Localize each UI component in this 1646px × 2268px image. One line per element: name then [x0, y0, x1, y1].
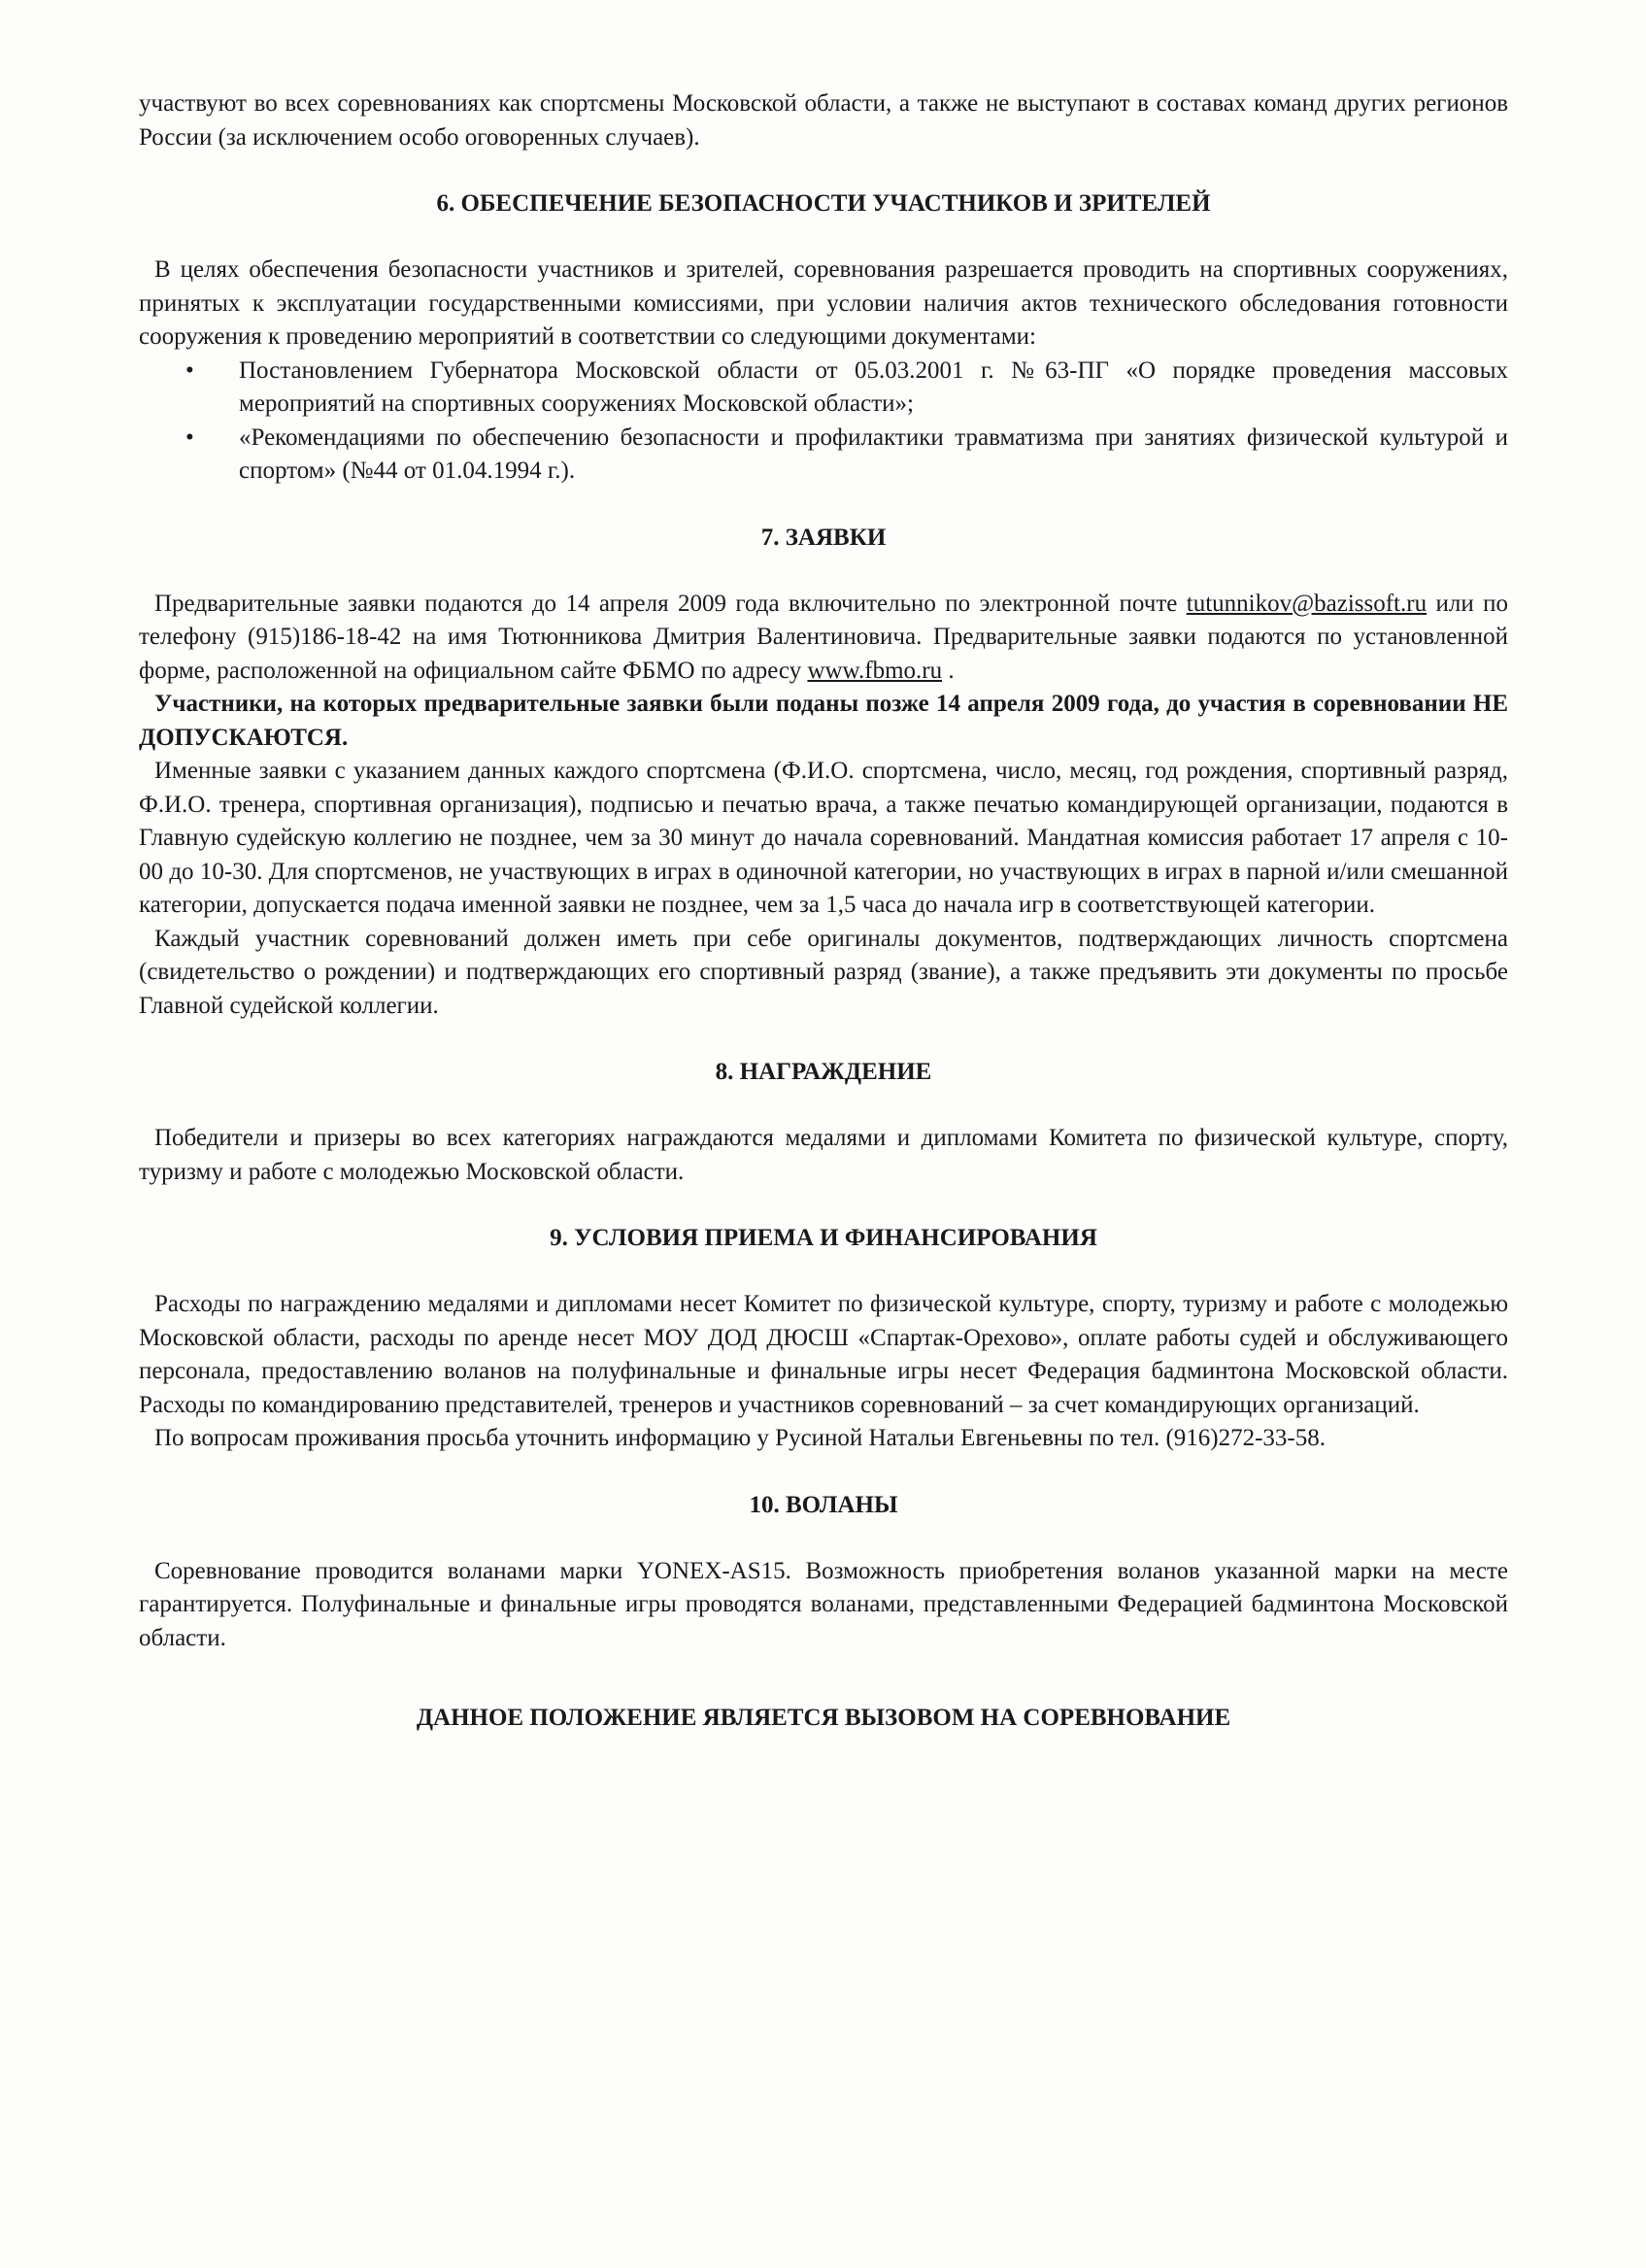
section-6-bullet-list — [139, 355, 1508, 489]
section-10-paragraph: Соревнование проводится воланами марки YONEX-AS15. Возможность приобретения воланов указанной марки на месте гарантируется. Полуфинальные и финальные игры проводятся воланами, представленными Федерацией бадминтона Московской области. — [139, 1557, 1508, 1651]
email-link[interactable]: tutunnikov@bazissoft.ru — [1186, 590, 1428, 617]
section-7-paragraph-documents: Каждый участник соревнований должен иметь при себе оригиналы документов, подтверждающих личность спортсмена (свидетельство о рождении) и подтверждающих его спортивный разряд (звание), а также предъявить эти документы по просьбе Главной судейской коллегии. — [139, 925, 1508, 1019]
website-link[interactable]: www.fbmo.ru — [807, 657, 943, 684]
section-7-paragraph-named-applications: Именные заявки с указанием данных каждого спортсмена (Ф.И.О. спортсмена, число, месяц, год рождения, спортивный разряд, Ф.И.О. тренера, спортивная организация), подписью и печатью врача, а также печатью командирующей организации, подаются в Главную судейскую коллегию не позднее, чем за 30 минут до начала соревнований. Мандатная комиссия работает 17 апреля с 10-00 до 10-30. Для спортсменов, не участвующих в играх в одиночной категории, но участвующих в играх в парной и/или смешанной категории, допускается подача именной заявки не позднее, чем за 1,5 часа до начала игр в соответствующей категории. — [139, 758, 1508, 918]
section-8-paragraph: Победители и призеры во всех категориях награждаются медалями и дипломами Комитета по физической культуре, спорту, туризму и работе с молодежью Московской области. — [139, 1125, 1508, 1185]
applications-text-end: . — [948, 657, 955, 684]
applications-text-start: Предварительные заявки подаются до 14 апреля 2009 года включительно по электронной почте — [154, 590, 1178, 617]
section-10-heading: 10. ВОЛАНЫ — [749, 1491, 898, 1518]
bullet-text: Постановлением Губернатора Московской области от 05.03.2001 г. №63-ПГ «О порядке проведения массовых мероприятий на спортивных сооружениях Московской области»; — [239, 356, 1508, 417]
intro-paragraph: участвуют во всех соревнованиях как спортсмены Московской области, а также не выступают в составах команд других регионов России (за исключением особо оговоренных случаев). — [139, 90, 1508, 151]
section-6-bullet-item — [139, 355, 1508, 422]
section-9-heading: 9. УСЛОВИЯ ПРИЕМА И ФИНАНСИРОВАНИЯ — [550, 1225, 1097, 1251]
bullet-text: «Рекомендациями по обеспечению безопасности и профилактики травматизма при занятиях физической культурой и спортом» (№44 от 01.04.1994 г.). — [239, 423, 1508, 484]
bullet-icon: • — [185, 356, 194, 384]
section-8-heading: 8. НАГРАЖДЕНИЕ — [715, 1059, 932, 1085]
section-7-paragraph-applications — [139, 588, 1508, 689]
section-9-paragraph-expenses: Расходы по награждению медалями и дипломами несет Комитет по физической культуре, спорту, туризму и работе с молодежью Московской области, расходы по аренде несет МОУ ДОД ДЮСШ «Спартак-Орехово», оплате работы судей и обслуживающего персонала, предоставлению воланов на полуфинальные и финальные игры несет Федерация бадминтона Московской области. Расходы по командированию представителей, тренеров и участников соревнований – за счет командирующих организаций. — [139, 1291, 1508, 1418]
section-6-paragraph: В целях обеспечения безопасности участников и зрителей, соревнования разрешается проводить на спортивных сооружениях, принятых к эксплуатации государственными комиссиями, при условии наличия актов технического обследования готовности сооружения к проведению мероприятий в соответствии со следующими документами: — [139, 256, 1508, 350]
section-7-heading: 7. ЗАЯВКИ — [760, 524, 887, 551]
bullet-icon: • — [185, 423, 194, 451]
section-6-bullet-item — [139, 422, 1508, 489]
closing-heading: ДАННОЕ ПОЛОЖЕНИЕ ЯВЛЯЕТСЯ ВЫЗОВОМ НА СОРЕВНОВАНИЕ — [416, 1705, 1231, 1731]
section-9-paragraph-accommodation: По вопросам проживания просьба уточнить информацию у Русиной Натальи Евгеньевны по тел. (916)272-33-58. — [154, 1425, 1326, 1451]
section-7-bold-notice: Участники, на которых предварительные заявки были поданы позже 14 апреля 2009 года, до участия в соревновании НЕ ДОПУСКАЮТСЯ. — [139, 691, 1508, 751]
section-6-heading: 6. ОБЕСПЕЧЕНИЕ БЕЗОПАСНОСТИ УЧАСТНИКОВ И ЗРИТЕЛЕЙ — [436, 190, 1211, 217]
applications-text-middle: или по телефону (915)186-18-42 на имя Тютюнникова Дмитрия Валентиновича. Предварительные заявки подаются по установленной форме, расположенной на официальном сайте ФБМО по адресу — [139, 590, 1509, 684]
document-page — [139, 87, 1508, 1735]
